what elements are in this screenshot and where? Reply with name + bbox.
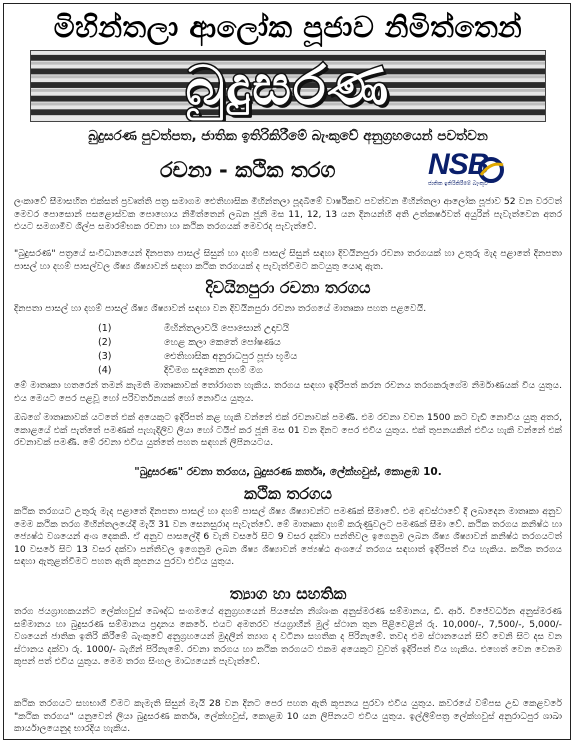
speech-section-heading: කථික තරගය	[244, 484, 332, 503]
essay-topic-list	[98, 322, 498, 378]
intro-paragraph-1: ලංකාවේ සීමාසහිත එක්සත් ප්‍රවෘත්ති පත්‍ර සමාගම ඓතිහාසික මිහින්තලා පූදබිමේ වාර්ෂිකව පවත්වන මිහින්තලා ආලෝක පූජාව 52 වන වරටත් මෙවර පොසොන් පසළොස්වක පොහොය නිමිත්තෙන් ලබන ජූනි මස 11, 12, 13 යන දිනයන්හි අති උත්කර්ෂවත් අයුරින් පැවැත්වෙන අතර එයට සමගාමීව ශිල්ප සමාරම්භක රචනා හා කථික තරගයක් මෙවරද පැවැත්වේ.	[14, 196, 562, 233]
nsb-logo-text: NSB	[428, 148, 489, 181]
essay-rules-2: ඔබගේ මාතෘකාවක් යටතේ එක් අයෙකුට ඉදිරිපත් කළ හැකි වන්නේ එක් රචනාවක් පමණි. එම රචනා වචන 1500 කට වැඩි නොවිය යුතු අතර, කොළයේ එක් පැත්තේ පමණක් පැහැදිලිව ලියා හෝ ටයිප් කර ජූනි මස 01 වන දිනට පෙර එවිය යුතුය. එක් තුපනයකින් එවිය හැකි වන්නේ එක් රචනාවක් පමණි. මේ රචනා එවිය යුත්තේ පහත සඳහන් ලිපිනයටය.	[14, 412, 562, 449]
essay-rules-1: මේ මාතෘකා හතරෙන් තමන් කැමති මාතෘකාවක් තෝරාගත හැකිය. තරගය සඳහා ඉදිරිපත් කරන රචනය තරගකරුගේම නිර්මාණයක් විය යුතුය. එය මෙයට පෙර පළවූ හෝ පරිවර්තනයක් හෝ නොවිය යුතුය.	[14, 380, 562, 404]
contest-title: රචනා - කථික තරග	[160, 158, 336, 182]
list-item: (4) දිවිමග සදැකෙන දහම් මග	[98, 365, 263, 376]
awards-paragraph: තරග ජයග්‍රාහකයන්ට ලේක්හවුස් බෞද්ධ සංගමයේ අනුග්‍රහයෙන් පියසේන නිශ්ශංක අනුස්මරණ සම්මානය, ඩී. ආර්. විජේවර්ධන අනුස්මරණ සම්මානය හා බුදුසරණ සම්මානය ප්‍රදානය කෙරේ. එයට අමතරව ජයග්‍රාහීන් මුල් ස්ථාන තුන පිළිවෙළින් රු. 10,000/-, 7,500/-, 5,000/- වශයෙන් ජාතික ඉතිරි කිරීමේ බැංකුවේ අනුග්‍රහයෙන් මුදලින් ත්‍යාග ද වටිනා සහතික ද පිරිනැමේ. තවද එම ස්ථානයෙන් සිව් වෙනි සිට දස වන ස්ථානය දක්වා රු. 1000/- බැගින් පිරිනැමේ. රචනා තරගය හා කථික තරගයට එකම අයෙකුට වුවත් ඉදිරිපත් විය හැකිය. එහෙත් වෙන වෙනම කූපන් පත් එවිය යුතුය. මෙම තරග සිංහල මාධ්‍යයෙන් පැවැත්වේ.	[14, 606, 562, 668]
closing-paragraph: කථික තරගයට සහභාගී වීමට කැමැති සිසුන් මැයි 28 වන දිනට පෙර පහත ඇති කූපනය පුරවා එවිය යුතුය. කවරයේ වම්පස උඩ කෙළවරේ "කථික තරගය" යනුවෙන් ලියා බුදුසරණ කර්තෘ, ලේක්හවුස්, කොළඹ 10 යන ලිපිනයට එවිය යුතුය. ඉල්ලීම්පත්‍ර ලේක්හවුස් අනුරාධපුර ශාඛා කාර්යාලයෙනුද භාරදිය හැකිය.	[14, 698, 562, 735]
essay-lead: දිනපතා පාසල් හා දහම් පාසල් ශිෂ්‍ය ශිෂ්‍යාවන් සඳහා වන දිවයිනපුරා රචනා තරගයේ මාතෘකා පහත පළවෙයි.	[14, 303, 427, 314]
intro-paragraph-2: "බුදුසරණ" පත්‍රයේ සංවිධානයෙන් දිනපතා පාසල් සිසුන් හා දහම් පාසල් සිසුන් සඳහා දිවයිනපුරා රචනා තරගයක් හා උතුරු මැද පළාතේ දිනපතා පාසල් හා දහම් පාසල්වල ශිෂ්‍ය ශිෂ්‍යාවන් සඳහා කථික තරගයක් ද පැවැත්වීමට කටයුතු යොදා ඇත.	[14, 248, 562, 272]
list-item: (2) හෙළ කලා කෙතේ පෝෂණය	[98, 337, 281, 348]
subtitle: බුදුසරණ පුවත්පත, ජාතික ඉතිරිකිරීමේ බැංකුවේ අනුග්‍රහයෙන් පවත්වන	[88, 128, 488, 144]
masthead-banner	[30, 50, 546, 122]
nsb-logo-tagline: ජාතික ඉතිරිකිරීමේ බැංකුව	[428, 181, 488, 187]
contest-header	[0, 150, 576, 188]
essay-address: "බුදුසරණ" රචනා තරගය, බුදුසරණ කර්තෘ, ලේක්හවුස්, කොළඹ 10.	[134, 466, 442, 478]
speech-paragraph: කථික තරගයට උතුරු මැද පළාතේ දිනපතා පාසල් හා දහම් පාසල් ශිෂ්‍ය ශිෂ්‍යාවන්ට පමණක් සීමාවේ. එම අවස්ථාවේ දී ලබාදෙන මාතෘකා අනුව මෙම කථික තරග මිහින්තලයේදී මැයි 31 වන සෙනසුරාද පැවැත්වේ. මේ මාතෘකා දහම් කරුණුවලට පමණක් සීමා වේ. කථික තරගය කනිෂ්ඨ හා ජ්‍යෙෂ්ඨ වශයෙන් අංශ දෙකකි. ඒ අනුව පාසලේදී 6 වැනි වසරේ සිට 9 වසර දක්වා පන්තිවල ඉගෙනුම ලබන ශිෂ්‍ය ශිෂ්‍යාවන් කනිෂ්ඨ තරගයටත් 10 වසරේ සිට 13 වසර දක්වා පන්තිවල ඉගෙනුම ලබන ශිෂ්‍ය ශිෂ්‍යාවන් ජ්‍යෙෂ්ඨ අංශයේ තරගය සඳහාත් ඉදිරිපත් විය හැකිය. කථික තරගය සඳහා ඇතුළත්වීමට පහත ඇති කූපනය පුරවා එවිය යුතුය.	[14, 506, 562, 568]
banner-title: බුදුසරණ	[185, 54, 391, 117]
list-item: (3) ඓතිහාසික අනුරාධපුර පූජා භූමිය	[98, 351, 298, 362]
essay-section-heading: දිවයිනපුරා රචනා තරගය	[205, 278, 371, 297]
awards-section-heading: ත්‍යාග හා සහතික	[229, 584, 347, 603]
nsb-logo	[426, 150, 506, 192]
list-item: (1) මිහින්තලාවයි පොසොන් උදාවයි	[98, 323, 290, 334]
page-title: මිහින්තලා ආලෝක පූජාව නිමිත්තෙන්	[53, 10, 523, 44]
